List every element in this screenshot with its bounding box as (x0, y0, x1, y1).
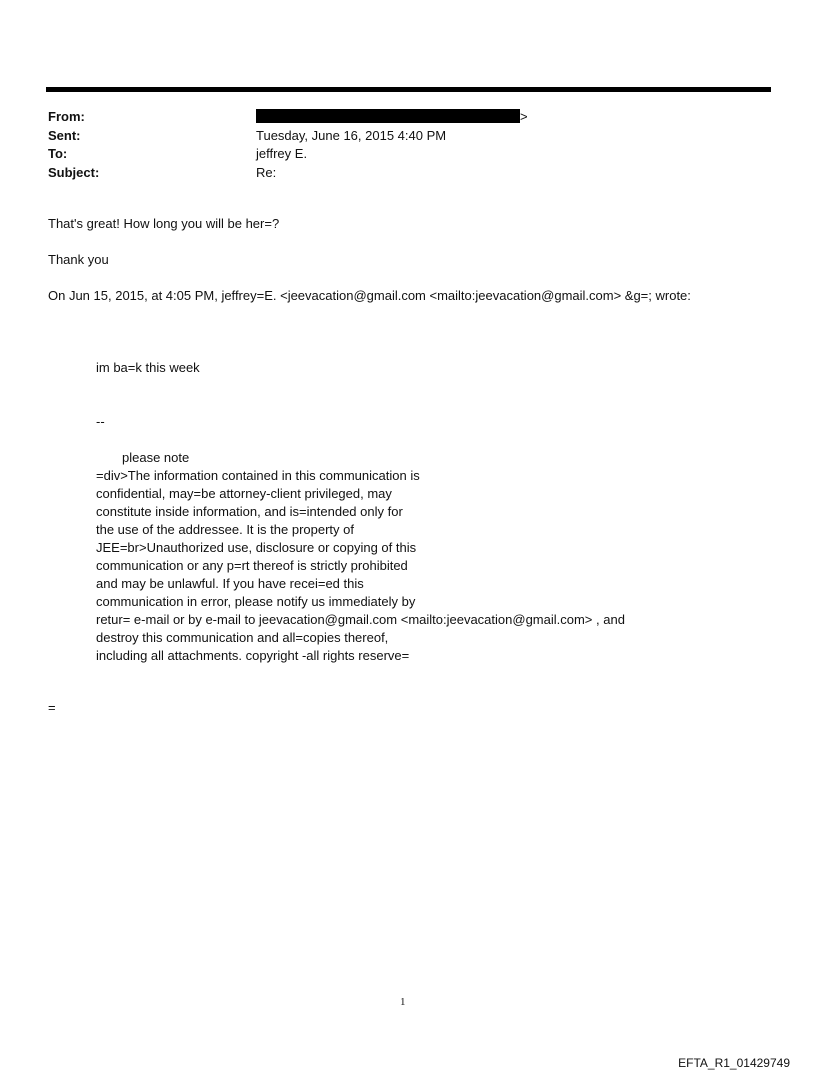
trailing-char: = (48, 700, 56, 715)
to-value: jeffrey E. (256, 146, 308, 161)
signature-separator: -- (96, 414, 105, 429)
sent-value: Tuesday, June 16, 2015 4:40 PM (256, 127, 447, 143)
quote-intro: On Jun 15, 2015, at 4:05 PM, jeffrey=E. <jeevacation@gmail.com <mailto:jeevacation@gmail.com> &g=; wrote: (48, 288, 691, 303)
notice-line: confidential, may=be attorney-client privileged, may (96, 486, 392, 501)
notice-line: retur= e-mail or by e-mail to jeevacation@gmail.com <mailto:jeevacation@gmail.com> , and (96, 612, 625, 627)
notice-line: constitute inside information, and is=intended only for (96, 504, 403, 519)
header-rule (46, 87, 771, 92)
document-id: EFTA_R1_01429749 (678, 1056, 790, 1070)
from-label: From: (48, 109, 85, 124)
redaction-block (256, 109, 520, 123)
notice-line: please note (122, 450, 190, 465)
confidentiality-notice (96, 449, 625, 665)
from-value (256, 108, 528, 127)
subject-label: Subject: (48, 164, 100, 180)
sent-label: Sent: (48, 127, 81, 143)
notice-line: and may be unlawful. If you have recei=ed this (96, 576, 364, 591)
notice-line: the use of the addressee. It is the property of (96, 522, 354, 537)
page-number: 1 (400, 996, 406, 1008)
notice-line: communication or any p=rt thereof is strictly prohibited (96, 558, 408, 573)
from-tail: > (520, 109, 528, 124)
notice-line: communication in error, please notify us immediately by (96, 594, 416, 609)
quoted-text: im ba=k this week (96, 360, 200, 375)
body-line-2: Thank you (48, 252, 109, 267)
notice-line: JEE=br>Unauthorized use, disclosure or copying of this (96, 540, 417, 555)
subject-value: Re: (256, 164, 277, 180)
notice-line: destroy this communication and all=copies thereof, (96, 630, 389, 645)
body-line-1: That's great! How long you will be her=? (48, 216, 280, 231)
notice-line: including all attachments. copyright -all rights reserve= (96, 648, 410, 663)
to-label: To: (48, 146, 68, 161)
notice-line: =div>The information contained in this communication is (96, 468, 420, 483)
